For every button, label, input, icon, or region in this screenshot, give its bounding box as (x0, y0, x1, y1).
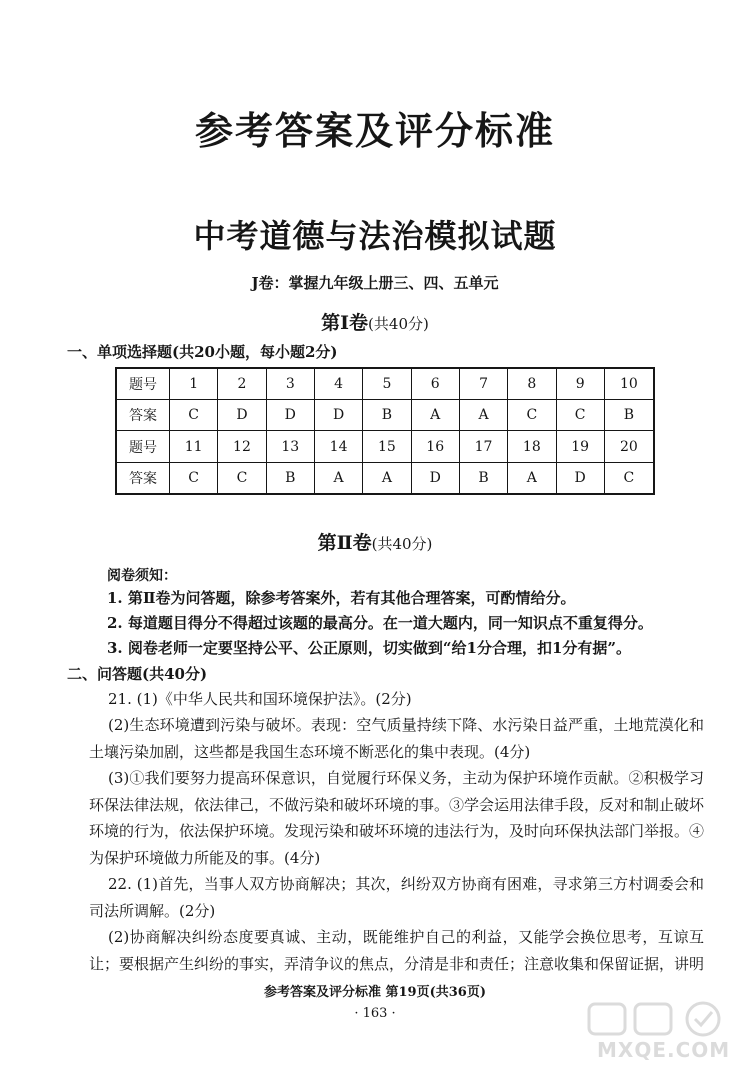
answer-cell: C (170, 462, 218, 494)
question-number-cell: 16 (411, 431, 459, 462)
answer-cell: C (218, 462, 266, 494)
answer-cell: B (266, 462, 314, 494)
question-number-cell: 12 (218, 431, 266, 462)
volume2-title: 第Ⅱ卷 (317, 532, 372, 554)
question-number-cell: 1 (170, 368, 218, 400)
question-number-cell: 8 (508, 368, 556, 400)
question-number-cell: 14 (314, 431, 362, 462)
answer-paragraph: 22. (1)首先，当事人双方协商解决；其次，纠纷双方协商有困难，寻求第三方村调委会和司法所调解。(2分) (89, 875, 704, 920)
answer-cell: B (459, 462, 507, 494)
row-label: 答案 (116, 462, 170, 494)
page-number: · 163 · (354, 1006, 396, 1021)
section1-title: 一、单项选择题(共20小题，每小题2分) (67, 343, 338, 361)
table-row (116, 400, 654, 431)
note-item: 1. 第Ⅱ卷为问答题，除参考答案外，若有其他合理答案，可酌情给分。 (107, 589, 576, 607)
question-number-cell: 3 (266, 368, 314, 400)
exam-title: 中考道德与法治模拟试题 (193, 217, 557, 255)
question-number-cell: 20 (604, 431, 654, 462)
answer-cell: D (411, 462, 459, 494)
answer-table (115, 367, 655, 495)
table-row (116, 462, 654, 494)
answer-cell: B (604, 400, 654, 431)
question-number-cell: 13 (266, 431, 314, 462)
question-number-cell: 15 (363, 431, 411, 462)
section2-title: 二、问答题(共40分) (67, 665, 208, 683)
question-number-cell: 6 (411, 368, 459, 400)
answer-cell: D (218, 400, 266, 431)
table-row (116, 368, 654, 400)
question-number-cell: 18 (508, 431, 556, 462)
unit-scope: J卷：掌握九年级上册三、四、五单元 (251, 274, 499, 292)
answer-cell: C (170, 400, 218, 431)
volume1-score: (共40分) (368, 315, 429, 333)
answer-paragraph: (3)①我们要努力提高环保意识，自觉履行环保义务，主动为保护环境作贡献。②积极学习环保法律法规，依法律己，不做污染和破坏环境的事。③学会运用法律手段，反对和制止破坏环境的行为，依法保护环境。发现污染和破坏环境的违法行为，及时向环保执法部门举报。④为保护环境做力所能及的事。(4分) (89, 769, 705, 867)
answer-paragraph: (2)生态环境遭到污染与破坏。表现：空气质量持续下降、水污染日益严重，土地荒漠化和土壤污染加剧，这些都是我国生态环境不断恶化的集中表现。(4分) (89, 716, 704, 761)
answer-cell: D (556, 462, 604, 494)
question-number-cell: 19 (556, 431, 604, 462)
volume1-heading (0, 310, 750, 337)
question-number-cell: 7 (459, 368, 507, 400)
note-item: 2. 每道题目得分不得超过该题的最高分。在一道大题内，同一知识点不重复得分。 (107, 614, 653, 632)
watermark-text: MXQE.COM (597, 1038, 731, 1062)
row-label: 题号 (116, 368, 170, 400)
answer-cell: A (411, 400, 459, 431)
volume1-title: 第Ⅰ卷 (321, 312, 369, 334)
answer-cell: C (508, 400, 556, 431)
question-number-cell: 9 (556, 368, 604, 400)
note-item: 3. 阅卷老师一定要坚持公平、公正原则，切实做到“给1分合理，扣1分有据”。 (107, 639, 632, 657)
answer-paragraph: (2)协商解决纠纷态度要真诚、主动，既能维护自己的利益，又能学会换位思考，互谅互让；要根据产生纠纷的事实，弄清争议的焦点，分清是非和责任；注意收集和保留证据，讲明 (89, 928, 705, 973)
volume2-score: (共40分) (371, 535, 433, 553)
notes-title: 阅卷须知： (107, 568, 177, 584)
answer-site-logo-icon (585, 1000, 745, 1040)
answer-cell: D (314, 400, 362, 431)
page-footer: 参考答案及评分标准 第19页(共36页) (263, 985, 486, 1000)
answer-cell: C (604, 462, 654, 494)
answer-cell: A (459, 400, 507, 431)
volume2-heading (0, 530, 750, 557)
question-number-cell: 5 (363, 368, 411, 400)
row-label: 题号 (116, 431, 170, 462)
question-number-cell: 10 (604, 368, 654, 400)
question-number-cell: 4 (314, 368, 362, 400)
question-number-cell: 2 (218, 368, 266, 400)
row-label: 答案 (116, 400, 170, 431)
site-watermark (585, 1000, 745, 1064)
answer-cell: C (556, 400, 604, 431)
answer-cell: B (363, 400, 411, 431)
answer-paragraph: 21. (1)《中华人民共和国环境保护法》。(2分) (108, 690, 412, 708)
answer-cell: A (314, 462, 362, 494)
main-title: 参考答案及评分标准 (194, 108, 555, 153)
question-number-cell: 11 (170, 431, 218, 462)
table-row (116, 431, 654, 462)
answer-cell: D (266, 400, 314, 431)
question-number-cell: 17 (459, 431, 507, 462)
answer-cell: A (363, 462, 411, 494)
answer-cell: A (508, 462, 556, 494)
